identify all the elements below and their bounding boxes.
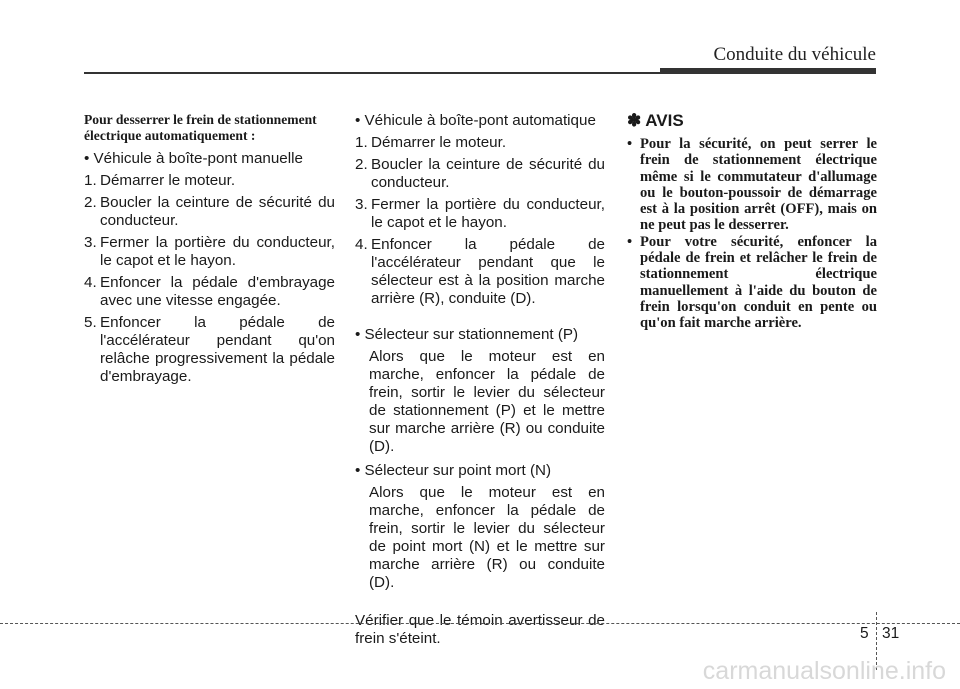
list-item [355,236,605,308]
list-item [84,234,335,270]
asterisk-icon: ✽ [627,111,642,130]
notice-text: Pour votre sécurité, enfoncer la pédale de frein et relâcher le frein de stationnement électrique manuellement à l'aide du bouton de frein lorsqu'on conduit en pente ou qu'on fait marche arrière. [640,233,877,332]
list-item [84,314,335,386]
footer-dashed-rule [0,623,960,624]
watermark: carmanualsonline.info [702,657,946,685]
notice-text: Pour la sécurité, on peut serrer le frein de stationnement électrique même si le commutateur d'allumage ou le bouton-poussoir de démarrage est à la position arrêt (OFF), mais on ne peut pas le desserrer. [640,136,877,234]
notice-title: AVIS [645,111,684,130]
step-number: 3. [84,234,97,251]
header-accent-bar [660,68,876,74]
notice-heading [627,112,877,130]
notice-item [627,136,877,234]
column-automatic-transmission [355,112,605,652]
step-text: Enfoncer la pédale d'embrayage avec une vitesse engagée. [100,274,335,309]
spacer [355,312,605,326]
manual-transmission-label: • Véhicule à boîte-pont manuelle [84,150,303,167]
step-text: Boucler la ceinture de sécurité du conducteur. [100,194,335,229]
step-text: Boucler la ceinture de sécurité du conducteur. [371,156,605,191]
step-number: 5. [84,314,97,331]
column-manual-transmission [84,112,335,390]
header-rule [84,72,664,74]
step-text: Démarrer le moteur. [371,134,507,151]
chapter-number: 5 [860,625,869,642]
neutral-position-label: • Sélecteur sur point mort (N) [355,462,552,479]
column-notice [627,112,877,332]
closing-note: Vérifier que le témoin avertisseur de frein s'éteint. [355,612,605,647]
bullet: • [627,136,633,152]
list-item [84,274,335,310]
spacer [355,598,605,612]
park-position-label: • Sélecteur sur stationnement (P) [355,326,579,343]
step-text: Fermer la portière du conducteur, le capot et le hayon. [371,196,605,231]
step-text: Fermer la portière du conducteur, le capot et le hayon. [100,234,335,269]
section-heading: Pour desserrer le frein de stationnement électrique automatiquement : [84,112,317,143]
step-number: 4. [84,274,97,291]
notice-item [627,234,877,332]
park-position-text: Alors que le moteur est en marche, enfoncer la pédale de frein, sortir le levier du sélecteur de stationnement (P) et le mettre sur marche arrière (R) ou conduite (D). [369,348,605,455]
list-item [84,172,335,190]
neutral-position-text: Alors que le moteur est en marche, enfoncer la pédale de frein, sortir le levier du sélecteur de point mort (N) et le mettre sur marche arrière (R) ou conduite (D). [369,484,605,591]
list-item [355,134,605,152]
step-number: 1. [355,134,368,151]
page-header-title: Conduite du véhicule [713,44,876,65]
list-item [84,194,335,230]
page-number: 31 [882,625,900,642]
step-text: Enfoncer la pédale de l'accélérateur pendant que le sélecteur est à la position marche arrière (R), conduite (D). [371,236,605,307]
step-number: 2. [355,156,368,173]
step-number: 3. [355,196,368,213]
list-item [355,156,605,192]
step-number: 4. [355,236,368,253]
step-number: 2. [84,194,97,211]
list-item [355,196,605,232]
bullet: • [627,233,633,250]
automatic-transmission-label: • Véhicule à boîte-pont automatique [355,112,596,129]
step-text: Démarrer le moteur. [100,172,236,189]
step-number: 1. [84,172,97,189]
step-text: Enfoncer la pédale de l'accélérateur pendant qu'on relâche progressivement la pédale d'embrayage. [100,314,335,385]
